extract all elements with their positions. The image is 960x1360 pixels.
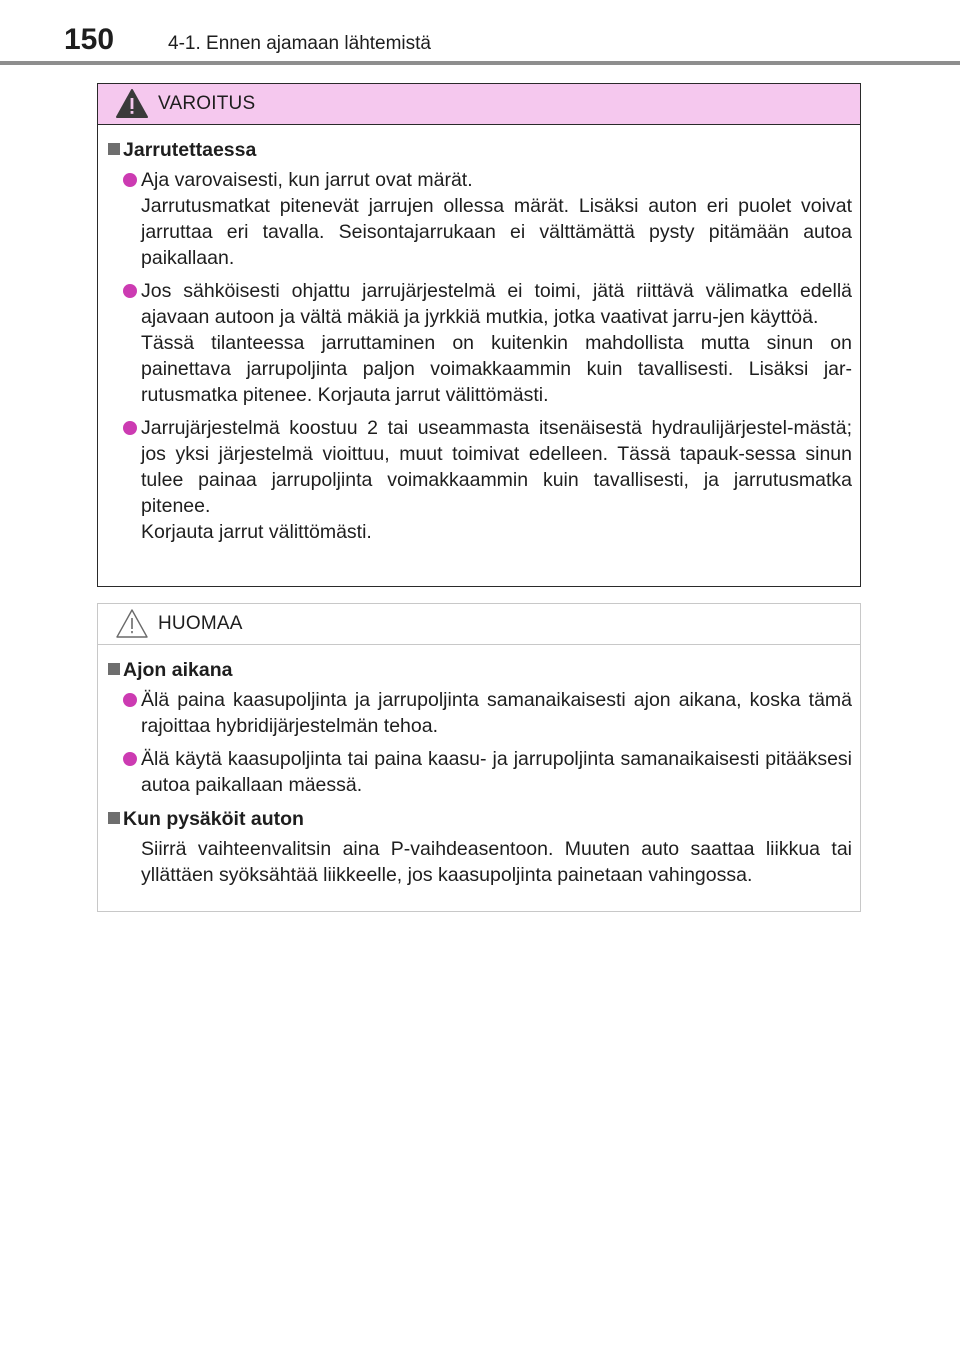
square-bullet-icon	[108, 143, 120, 155]
warning-triangle-icon	[115, 88, 149, 119]
caution-box	[97, 603, 861, 912]
warning-label: VAROITUS	[158, 93, 256, 114]
heading-text: Ajon aikana	[123, 659, 233, 681]
paragraph: Älä paina kaasupoljinta ja jarrupoljinta samanaikaisesti ajon aikana, koska tämä rajoittaa hybridijärjestelmän tehoa.	[141, 689, 852, 737]
dot-bullet-icon	[123, 284, 137, 298]
list-item	[107, 167, 852, 271]
dot-bullet-icon	[123, 421, 137, 435]
paragraph: Aja varovaisesti, kun jarrut ovat märät.	[141, 169, 473, 191]
page-number: 150	[64, 23, 115, 56]
warning-box-header	[98, 84, 860, 125]
warning-section-heading	[107, 137, 852, 163]
heading-text: Kun pysäköit auton	[123, 808, 304, 830]
page-header	[0, 0, 960, 64]
caution-section-heading	[107, 806, 852, 832]
caution-box-header	[98, 604, 860, 645]
paragraph: Jarrujärjestelmä koostuu 2 tai useammasta itsenäisestä hydraulijärjestel-mästä; jos yksi järjestelmä vioittuu, muut toimivat edelleen. Tässä tapauk-sessa sinun tulee painaa jarrupoljinta voimakkaammin kuin tavallisesti, ja jarrutusmatka pitenee.	[141, 417, 852, 517]
square-bullet-icon	[108, 812, 120, 824]
list-item	[107, 415, 852, 545]
warning-box	[97, 83, 861, 587]
warning-body	[98, 125, 860, 545]
paragraph: Siirrä vaihteenvalitsin aina P-vaihdeasentoon. Muuten auto saattaa liikkua tai yllättäen syöksähtää liikkeelle, jos kaasupoljinta painetaan vahingossa.	[141, 838, 852, 886]
section-title: 4-1. Ennen ajamaan lähtemistä	[168, 33, 431, 54]
heading-text: Jarrutettaessa	[123, 139, 257, 161]
caution-body	[98, 645, 860, 888]
caution-label: HUOMAA	[158, 613, 243, 634]
paragraph: Korjauta jarrut välittömästi.	[141, 521, 372, 543]
caution-triangle-icon	[115, 608, 149, 639]
paragraph: Älä käytä kaasupoljinta tai paina kaasu- ja jarrupoljinta samanaikaisesti pitääksesi autoa paikallaan mäessä.	[141, 748, 852, 796]
dot-bullet-icon	[123, 173, 137, 187]
header-rule	[0, 61, 960, 65]
paragraph: Tässä tilanteessa jarruttaminen on kuitenkin mahdollista mutta sinun on painettava jarrupoljinta paljon voimakkaammin kuin tavallisesti. Lisäksi jar-rutusmatka pitenee. Korjauta jarrut välittömästi.	[141, 332, 852, 406]
list-item	[107, 278, 852, 408]
section-text	[107, 836, 852, 888]
paragraph: Jos sähköisesti ohjattu jarrujärjestelmä ei toimi, jätä riittävä välimatka edellä ajavaan autoon ja vältä mäkiä ja jyrkkiä mutkia, jotka vaativat jarru-jen käyttöä.	[141, 280, 852, 328]
caution-section-heading	[107, 657, 852, 683]
dot-bullet-icon	[123, 693, 137, 707]
list-item	[107, 687, 852, 739]
list-item	[107, 746, 852, 798]
dot-bullet-icon	[123, 752, 137, 766]
paragraph: Jarrutusmatkat pitenevät jarrujen ollessa märät. Lisäksi auton eri puolet voivat jarruttaa eri tavalla. Seisontajarrukaan ei välttämättä pysty pitämään autoa paikallaan.	[141, 195, 852, 269]
square-bullet-icon	[108, 663, 120, 675]
